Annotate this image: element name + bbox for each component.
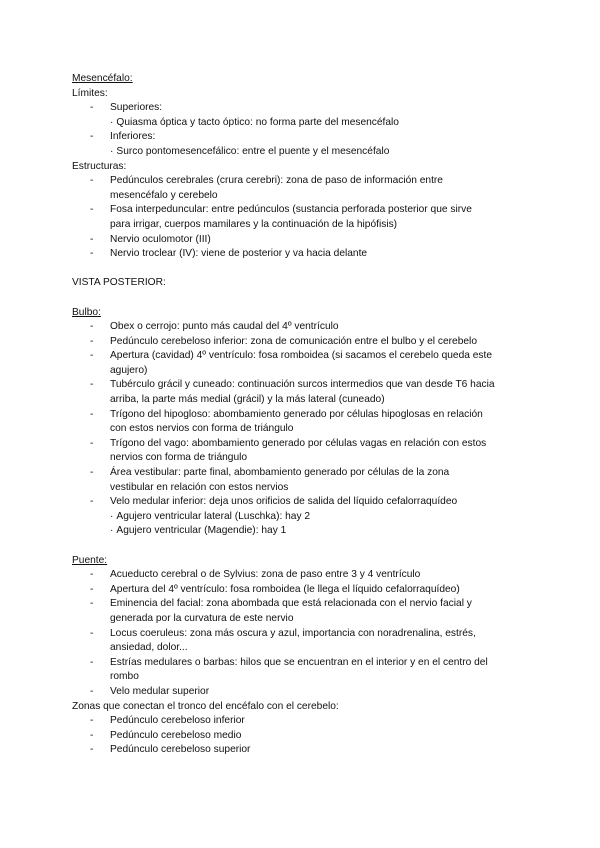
list-item xyxy=(72,495,532,510)
dot-bullet: · xyxy=(110,510,114,522)
dash-bullet: - xyxy=(90,175,94,187)
list-item-text: Pedúnculo cerebeloso inferior xyxy=(110,715,245,727)
list-item xyxy=(72,568,532,583)
list-item xyxy=(72,583,532,598)
dash-bullet: - xyxy=(90,744,94,756)
dash-bullet: - xyxy=(90,102,94,114)
list-item-text: Trígono del hipogloso: abombamiento generado por células hipoglosas en relación xyxy=(110,408,483,420)
dash-bullet: - xyxy=(90,685,94,697)
list-item-text-cont: arriba, la parte más medial (grácil) y la más lateral (cuneado) xyxy=(110,394,385,406)
list-item xyxy=(72,685,532,700)
list-item xyxy=(72,349,532,378)
dash-bullet: - xyxy=(90,467,94,479)
section-heading-mesencefalo: Mesencéfalo: xyxy=(72,73,133,84)
list-item-text: Área vestibular: parte final, abombamiento generado por células de la zona xyxy=(110,467,450,479)
section-heading-vista-posterior: VISTA POSTERIOR: xyxy=(72,277,166,289)
list-item-text: Locus coeruleus: zona más oscura y azul, importancia con noradrenalina, estrés, xyxy=(110,627,476,639)
list-item-text: Trígono del vago: abombamiento generado por células vagas en relación con estos xyxy=(110,437,487,449)
sub-item-text: Agujero ventricular (Magendie): hay 1 xyxy=(116,525,287,537)
sub-item xyxy=(72,510,532,525)
list-item-text: Pedúnculos cerebrales (crura cerebri): zona de paso de información entre xyxy=(110,175,443,187)
list-item-text: Superiores: xyxy=(110,102,163,114)
dash-bullet: - xyxy=(90,715,94,727)
list-item-text: Tubérculo grácil y cuneado: continuación surcos intermedios que van desde T6 hacia xyxy=(110,379,495,391)
list-item-text-cont: mesencéfalo y cerebelo xyxy=(110,189,218,201)
list-item xyxy=(72,320,532,335)
dot-bullet: · xyxy=(110,116,114,128)
list-item-text-cont: con estos nervios con forma de triángulo xyxy=(110,423,294,435)
dash-bullet: - xyxy=(90,627,94,639)
list-item xyxy=(72,743,532,758)
list-item xyxy=(72,437,532,466)
list-item xyxy=(72,378,532,407)
list-item-text: Pedúnculo cerebeloso inferior: zona de comunicación entre el bulbo y el cerebelo xyxy=(110,335,477,347)
list-item xyxy=(72,466,532,495)
list-item-text-cont: nervios con forma de triángulo xyxy=(110,452,248,464)
sub-item-text: Agujero ventricular lateral (Luschka): hay 2 xyxy=(116,510,311,522)
blank-line xyxy=(72,539,532,554)
list-item-text-cont: para irrigar, cuerpos mamilares y la continuación de la hipófisis) xyxy=(110,218,398,230)
list-item xyxy=(72,656,532,685)
estructuras-label: Estructuras: xyxy=(72,160,127,172)
sub-item xyxy=(72,524,532,539)
dash-bullet: - xyxy=(90,496,94,508)
dash-bullet: - xyxy=(90,248,94,260)
list-item-text-cont: generada por la curvatura de este nervio xyxy=(110,612,294,624)
list-item-text-cont: rombo xyxy=(110,671,139,683)
dash-bullet: - xyxy=(90,131,94,143)
dash-bullet: - xyxy=(90,598,94,610)
list-item xyxy=(72,714,532,729)
section-heading-bulbo: Bulbo: xyxy=(72,306,101,318)
list-item xyxy=(72,233,532,248)
list-item-text: Pedúnculo cerebeloso medio xyxy=(110,729,242,741)
list-item-text: Inferiores: xyxy=(110,131,156,143)
list-item xyxy=(72,247,532,262)
list-item xyxy=(72,729,532,744)
list-item-text: Estrías medulares o barbas: hilos que se encuentran en el interior y en el centro del xyxy=(110,656,488,668)
sub-item xyxy=(72,116,532,131)
list-item xyxy=(72,174,532,203)
list-item-text-cont: ansiedad, dolor... xyxy=(110,642,188,654)
list-item-text: Nervio oculomotor (III) xyxy=(110,233,211,245)
list-item-text: Nervio troclear (IV): viene de posterior y va hacia delante xyxy=(110,248,368,260)
list-item-text: Apertura (cavidad) 4º ventrículo: fosa romboidea (si sacamos el cerebelo queda este xyxy=(110,350,492,362)
list-item-text: Pedúnculo cerebeloso superior xyxy=(110,744,251,756)
blank-line xyxy=(72,291,532,306)
list-item xyxy=(72,203,532,232)
sub-item xyxy=(72,145,532,160)
list-item-text: Velo medular inferior: deja unos orificios de salida del líquido cefalorraquídeo xyxy=(110,496,458,508)
list-item-text-cont: vestibular en relación con estos nervios xyxy=(110,481,289,493)
list-item xyxy=(72,101,532,116)
sub-item-text: Surco pontomesencefálico: entre el puente y el mesencéfalo xyxy=(116,145,390,157)
dash-bullet: - xyxy=(90,335,94,347)
section-heading-puente: Puente: xyxy=(72,554,108,566)
dot-bullet: · xyxy=(110,145,114,157)
list-item-text: Velo medular superior xyxy=(110,685,210,697)
dash-bullet: - xyxy=(90,656,94,668)
list-item-text: Fosa interpeduncular: entre pedúnculos (sustancia perforada posterior que sirve xyxy=(110,204,472,216)
dash-bullet: - xyxy=(90,729,94,741)
dash-bullet: - xyxy=(90,408,94,420)
dash-bullet: - xyxy=(90,321,94,333)
document-body xyxy=(72,72,532,758)
limites-label: Límites: xyxy=(72,87,108,99)
list-item-text: Obex o cerrojo: punto más caudal del 4º ventrículo xyxy=(110,321,339,333)
list-item xyxy=(72,597,532,626)
sub-item-text: Quiasma óptica y tacto óptico: no forma parte del mesencéfalo xyxy=(116,116,399,128)
list-item xyxy=(72,627,532,656)
list-item xyxy=(72,130,532,145)
dash-bullet: - xyxy=(90,350,94,362)
dash-bullet: - xyxy=(90,379,94,391)
dot-bullet: · xyxy=(110,525,114,537)
list-item xyxy=(72,408,532,437)
list-item-text-cont: agujero) xyxy=(110,364,148,376)
dash-bullet: - xyxy=(90,583,94,595)
dash-bullet: - xyxy=(90,233,94,245)
list-item xyxy=(72,335,532,350)
dash-bullet: - xyxy=(90,204,94,216)
zonas-heading: Zonas que conectan el tronco del encéfalo con el cerebelo: xyxy=(72,700,339,712)
list-item-text: Acueducto cerebral o de Sylvius: zona de paso entre 3 y 4 ventrículo xyxy=(110,569,421,581)
list-item-text: Eminencia del facial: zona abombada que está relacionada con el nervio facial y xyxy=(110,598,472,610)
dash-bullet: - xyxy=(90,569,94,581)
list-item-text: Apertura del 4º ventrículo: fosa romboidea (le llega el líquido cefalorraquídeo) xyxy=(110,583,460,595)
blank-line xyxy=(72,262,532,277)
dash-bullet: - xyxy=(90,437,94,449)
